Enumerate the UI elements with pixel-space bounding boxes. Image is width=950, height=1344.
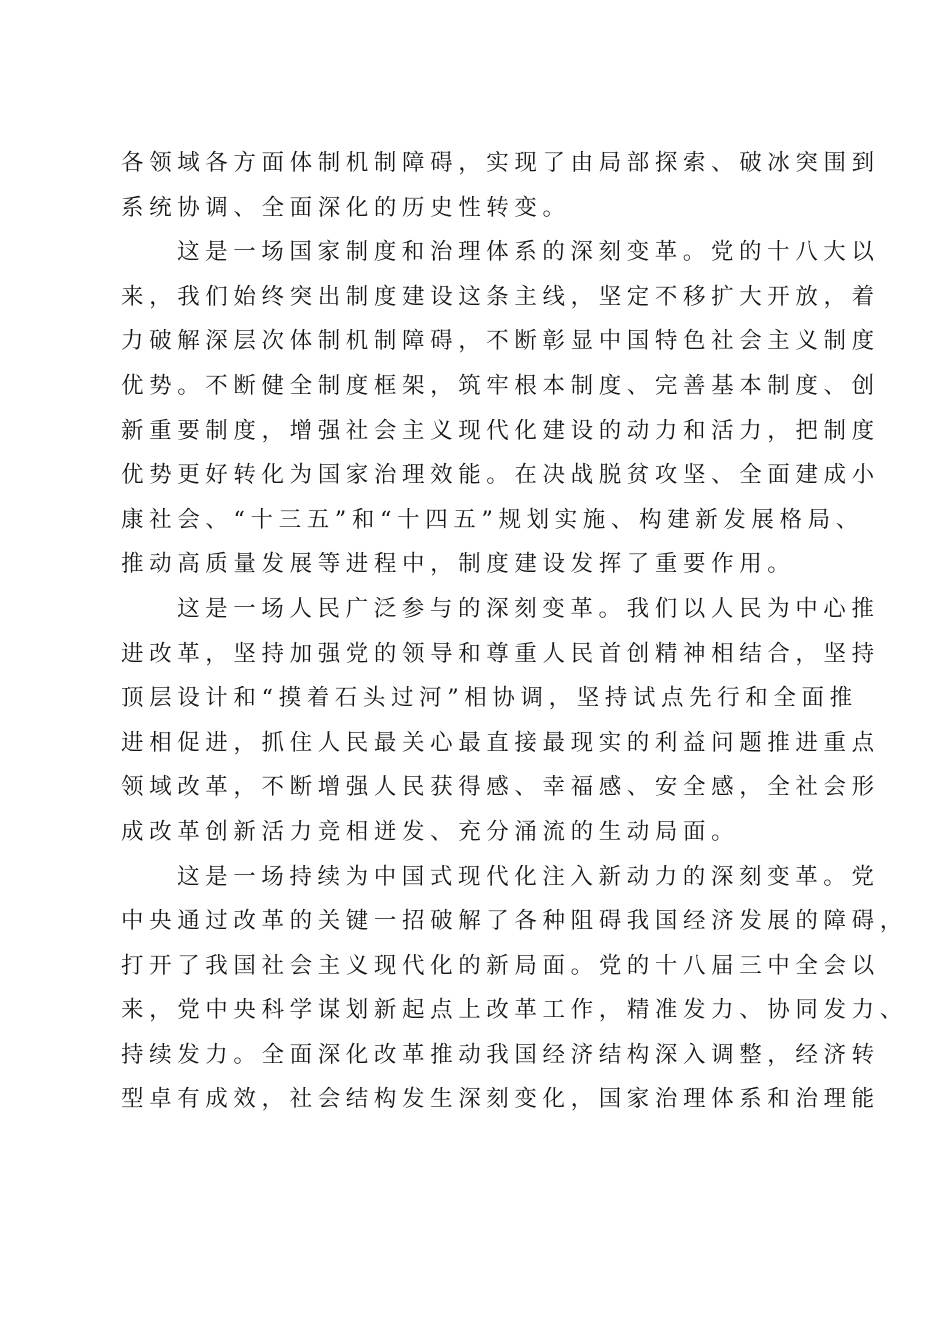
text-line: 中央通过改革的关键一招破解了各种阻碍我国经济发展的障碍， (121, 908, 908, 935)
paragraph-start-line: 这是一场国家制度和治理体系的深刻变革。党的十八大以 (177, 239, 880, 266)
text-line: 进相促进，抓住人民最关心最直接最现实的利益问题推进重点 (121, 729, 880, 756)
text-line: 打开了我国社会主义现代化的新局面。党的十八届三中全会以 (121, 952, 880, 979)
text-line: 优势更好转化为国家治理效能。在决战脱贫攻坚、全面建成小 (121, 462, 880, 489)
text-line: 成改革创新活力竞相迸发、充分涌流的生动局面。 (121, 818, 740, 845)
text-line: 康社会、“十三五”和“十四五”规划实施、构建新发展格局、 (121, 506, 864, 533)
text-line: 推动高质量发展等进程中，制度建设发挥了重要作用。 (121, 551, 796, 578)
text-line: 新重要制度，增强社会主义现代化建设的动力和活力，把制度 (121, 417, 880, 444)
text-line: 顶层设计和“摸着石头过河”相协调，坚持试点先行和全面推 (121, 685, 858, 712)
paragraph-start-line: 这是一场持续为中国式现代化注入新动力的深刻变革。党 (177, 863, 880, 890)
text-line: 进改革，坚持加强党的领导和尊重人民首创精神相结合，坚持 (121, 640, 880, 667)
body-text (121, 141, 908, 1122)
text-line: 力破解深层次体制机制障碍，不断彰显中国特色社会主义制度 (121, 328, 880, 355)
text-line: 来，党中央科学谋划新起点上改革工作，精准发力、协同发力、 (121, 997, 908, 1024)
text-line: 来，我们始终突出制度建设这条主线，坚定不移扩大开放，着 (121, 283, 880, 310)
text-line: 各领域各方面体制机制障碍，实现了由局部探索、破冰突围到 (121, 150, 880, 176)
text-line: 型卓有成效，社会结构发生深刻变化，国家治理体系和治理能 (121, 1086, 880, 1113)
text-line: 领域改革，不断增强人民获得感、幸福感、安全感，全社会形 (121, 774, 880, 801)
text-line: 系统协调、全面深化的历史性转变。 (121, 194, 571, 221)
paragraph-start-line: 这是一场人民广泛参与的深刻变革。我们以人民为中心推 (177, 595, 880, 622)
text-line: 优势。不断健全制度框架，筑牢根本制度、完善基本制度、创 (121, 372, 880, 399)
text-line: 持续发力。全面深化改革推动我国经济结构深入调整，经济转 (121, 1041, 880, 1068)
